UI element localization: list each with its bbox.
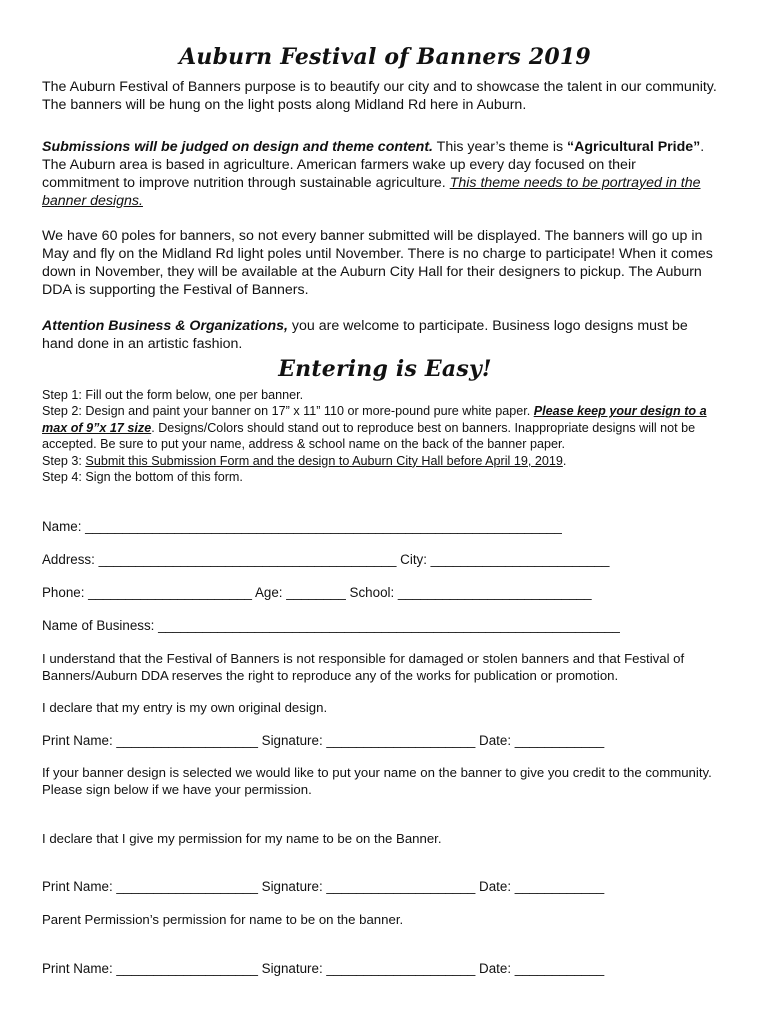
page-title: Auburn Festival of Banners 2019	[179, 44, 591, 70]
signature-line-2[interactable]: Print Name: ___________________ Signature: ____________________ Date: ____________	[42, 879, 605, 894]
judging-text-2: . The Auburn area is based in agriculture. American farmers wake up every day focused on their commitment to improve nutrition through sustainable agriculture.	[42, 139, 705, 191]
business-name-field-line[interactable]: Name of Business: ______________________________________________________________	[42, 618, 620, 633]
address-city-field-line[interactable]: Address: ________________________________________ City: ________________________	[42, 552, 610, 567]
original-design-declaration: I declare that my entry is my own original design.	[42, 700, 328, 715]
parent-permission-label: Parent Permission’s permission for name to be on the banner.	[42, 912, 404, 927]
step-4: Step 4: Sign the bottom of this form.	[42, 470, 243, 485]
intro-paragraph: The Auburn Festival of Banners purpose is to beautify our city and to showcase the talent in our community. The banners will be hung on the light posts along Midland Rd here in Auburn.	[42, 79, 717, 113]
step-3-text-c: .	[562, 453, 567, 468]
step-2-size-note: Please keep your design to a max of 9”x 17 size	[42, 404, 707, 435]
business-lead: Attention Business & Organizations,	[42, 318, 288, 334]
permission-declaration: I declare that I give my permission for my name to be on the Banner.	[42, 831, 442, 846]
business-text: you are welcome to participate. Business logo designs must be hand done in an artistic fashion.	[42, 318, 688, 352]
step-3-text-a: Step 3:	[42, 453, 86, 468]
step-2	[42, 403, 717, 452]
credit-paragraph: If your banner design is selected we would like to put your name on the banner to give you credit to the community. Please sign below if we have your permission.	[42, 765, 712, 797]
theme-note: This theme needs to be portrayed in the banner designs.	[42, 175, 701, 209]
phone-age-school-field-line[interactable]: Phone: ______________________ Age: ________ School: __________________________	[42, 585, 592, 600]
business-paragraph	[42, 317, 717, 353]
judging-lead: Submissions will be judged on design and theme content.	[42, 139, 433, 155]
steps-block	[42, 387, 717, 485]
judging-text-1: This year’s theme is	[432, 139, 568, 155]
signature-line-1[interactable]: Print Name: ___________________ Signature: ____________________ Date: ____________	[42, 733, 605, 748]
step-1: Step 1: Fill out the form below, one per banner.	[42, 388, 304, 402]
signature-line-3[interactable]: Print Name: ___________________ Signature: ____________________ Date: ____________	[42, 961, 605, 976]
entering-title: Entering is Easy!	[278, 356, 492, 382]
disclaimer-paragraph: I understand that the Festival of Banners is not responsible for damaged or stolen banners and that Festival of Banners/Auburn DDA reserves the right to reproduce any of the works for publication or promotion.	[42, 651, 685, 683]
step-3	[42, 453, 717, 469]
judging-paragraph	[42, 138, 717, 210]
poles-paragraph: We have 60 poles for banners, so not every banner submitted will be displayed. The banners will go up in May and fly on the Midland Rd light poles until November. There is no charge to participate! When it comes down in November, they will be available at the Auburn City Hall for their designers to pickup. The Auburn DDA is supporting the Festival of Banners.	[42, 228, 713, 298]
step-2-text-a: Step 2: Design and paint your banner on 17” x 11” 110 or more-pound pure white paper.	[42, 404, 534, 419]
theme-name: “Agricultural Pride”	[567, 139, 701, 155]
step-3-submit-note: Submit this Submission Form and the design to Auburn City Hall before April 19, 2019	[85, 453, 563, 468]
name-field-line[interactable]: Name: ________________________________________________________________	[42, 519, 562, 534]
step-2-text-c: . Designs/Colors should stand out to reproduce best on banners. Inappropriate designs will not be accepted. Be sure to put your name, address & school name on the back of the banner paper.	[42, 420, 696, 452]
